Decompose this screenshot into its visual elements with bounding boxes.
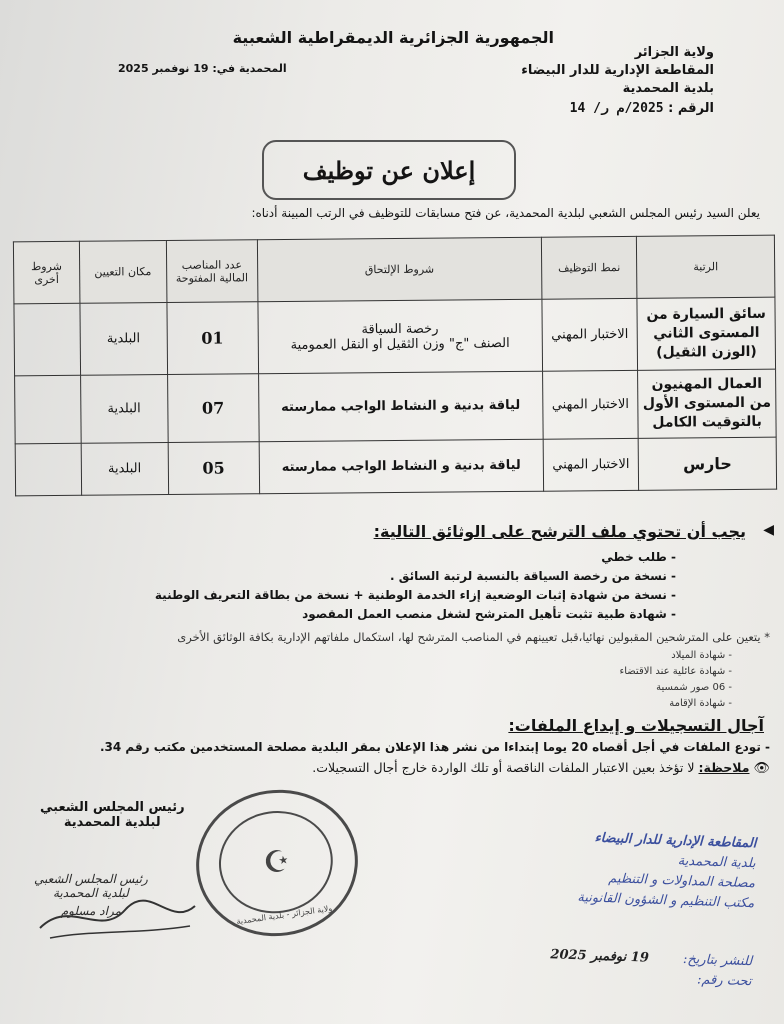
row-mode: الاختبار المهني — [543, 438, 639, 491]
announcement-title-box — [262, 140, 516, 200]
header-grade: الرتبة — [637, 235, 775, 298]
row-grade: سائق السيارة من المستوى الثاني (الوزن الثقيل) — [637, 297, 775, 370]
row-grade: العمال المهنيون من المستوى الأول بالتوقيت الكامل — [638, 369, 776, 438]
header-mode: نمط التوظيف — [541, 236, 637, 299]
condition-line: الصنف "ج" وزن الثقيل او النقل العمومية — [290, 335, 510, 353]
signature-line: لبلدية المحمدية — [63, 815, 161, 830]
table-header-row — [13, 235, 775, 304]
wilaya-line: ولاية الجزائر — [634, 45, 714, 60]
stamp-line: مراد مسلوم — [60, 904, 122, 918]
eye-icon: 👁 — [753, 761, 770, 776]
row-place: البلدية — [80, 302, 168, 375]
stamp-line: رئيس المجلس الشعبي — [34, 872, 148, 886]
star-crescent-icon: ☪ — [261, 843, 293, 882]
announcement-title: إعلان عن توظيف — [302, 155, 476, 185]
row-other — [15, 375, 81, 444]
date-value: 19 نوفمبر 2025 — [118, 62, 209, 75]
table-row — [15, 437, 776, 496]
stamp-line: مصلحة المداولات و التنظيم — [608, 871, 756, 892]
table-row — [14, 297, 776, 376]
list-item: - شهادة الإقامة — [669, 698, 732, 709]
list-item: - شهادة عائلية عند الاقتضاء — [619, 666, 732, 677]
stamp-line: المقاطعة الإدارية للدار البيضاء — [594, 830, 757, 852]
stamp-line: بلدية المحمدية — [677, 853, 756, 872]
row-count: 01 — [167, 302, 259, 375]
district-line: المقاطعة الإدارية للدار البيضاء — [521, 63, 714, 78]
bullet-arrow-icon: ◀ — [763, 522, 774, 538]
signature-line: رئيس المجلس الشعبي — [40, 800, 185, 815]
stamp-date-label: للنشر بتاريخ: — [682, 951, 753, 970]
header-other: شروط أخرى — [13, 241, 79, 304]
row-count: 05 — [168, 442, 260, 495]
row-count: 07 — [167, 374, 259, 443]
row-place: البلدية — [81, 442, 168, 495]
table-row — [15, 369, 777, 444]
documents-note: * يتعين على المترشحين المقبولين نهائيا،قبل تعيينهم في المناصب المترشح لها، استكمال ملفاتهم الإدارية بكافة الوثائق الأخرى — [177, 630, 770, 644]
stamp-line: لبلدية المحمدية — [52, 886, 129, 900]
row-other — [15, 443, 81, 496]
deadline-text: - تودع الملفات في أجل أقصاه 20 يوما إبتداءا من نشر هذا الإعلان بمقر البلدية مصلحة المستخدمين مكتب رقم 34. — [99, 740, 770, 754]
date-line — [118, 60, 287, 78]
stamp-number-label: تحت رقم: — [696, 972, 752, 990]
row-conditions: لياقة بدنية و النشاط الواجب ممارسته — [258, 371, 543, 441]
condition-line: رخصة السياقة — [361, 321, 439, 337]
list-item: - 06 صور شمسية — [656, 682, 732, 693]
note-text: لا تؤخذ بعين الاعتبار الملفات الناقصة أو تلك الواردة خارج أجال التسجيلات. — [312, 760, 695, 775]
signature-block — [40, 800, 185, 830]
row-conditions — [258, 299, 543, 373]
list-item: - شهادة طبية تثبت تأهيل المترشح لشغل منصب العمل المقصود — [302, 607, 676, 621]
list-item: - نسخة من شهادة إثبات الوضعية إزاء الخدمة الوطنية + نسخة من بطاقة التعريف الوطنية — [154, 588, 676, 602]
header-conditions: شروط الإلتحاق — [257, 237, 542, 301]
stamp-line: مكتب التنظيم و الشؤون القانونية — [577, 890, 755, 912]
documents-title: يجب أن تحتوي ملف الترشح على الوثائق التالية: — [373, 522, 746, 541]
header-place: مكان التعيين — [79, 240, 166, 303]
intro-text: يعلن السيد رئيس المجلس الشعبي لبلدية المحمدية، عن فتح مسابقات للتوظيف في الرتب المبينة أدناه: — [251, 206, 760, 220]
header-count: عدد المناصب المالية المفتوحة — [166, 240, 258, 303]
deadline-note — [312, 760, 770, 776]
list-item: - شهادة الميلاد — [671, 650, 732, 661]
row-grade: حارس — [638, 437, 776, 490]
row-mode: الاختبار المهني — [542, 298, 638, 371]
list-item: - طلب خطي — [601, 550, 676, 564]
extra-documents-list — [620, 648, 732, 712]
row-mode: الاختبار المهني — [542, 370, 638, 439]
deadline-title: آجال التسجيلات و إيداع الملفات: — [508, 716, 764, 735]
row-place: البلدية — [80, 374, 167, 443]
reference-number — [570, 100, 714, 118]
registration-stamp — [391, 822, 756, 992]
list-item: - نسخة من رخصة السياقة بالنسبة لرتبة السائق . — [390, 569, 676, 583]
date-label: المحمدية في: — [212, 62, 287, 75]
row-other — [14, 303, 80, 376]
documents-list — [155, 548, 676, 624]
seal-text: ولاية الجزائر - بلدية المحمدية — [235, 903, 333, 927]
reference-label: الرقم : — [668, 101, 714, 116]
handwritten-signature — [30, 888, 200, 948]
official-seal — [187, 779, 368, 946]
stamp-date-value: 19 نوفمبر 2025 — [550, 947, 650, 966]
note-label: ملاحظة: — [698, 760, 750, 775]
reference-value: 2025/م ر/ 14 — [569, 101, 664, 116]
republic-title: الجمهورية الجزائرية الديمقراطية الشعبية — [232, 28, 554, 47]
municipality-line: بلدية المحمدية — [622, 81, 714, 96]
positions-table — [13, 235, 777, 497]
row-conditions: لياقة بدنية و النشاط الواجب ممارسته — [259, 439, 543, 493]
